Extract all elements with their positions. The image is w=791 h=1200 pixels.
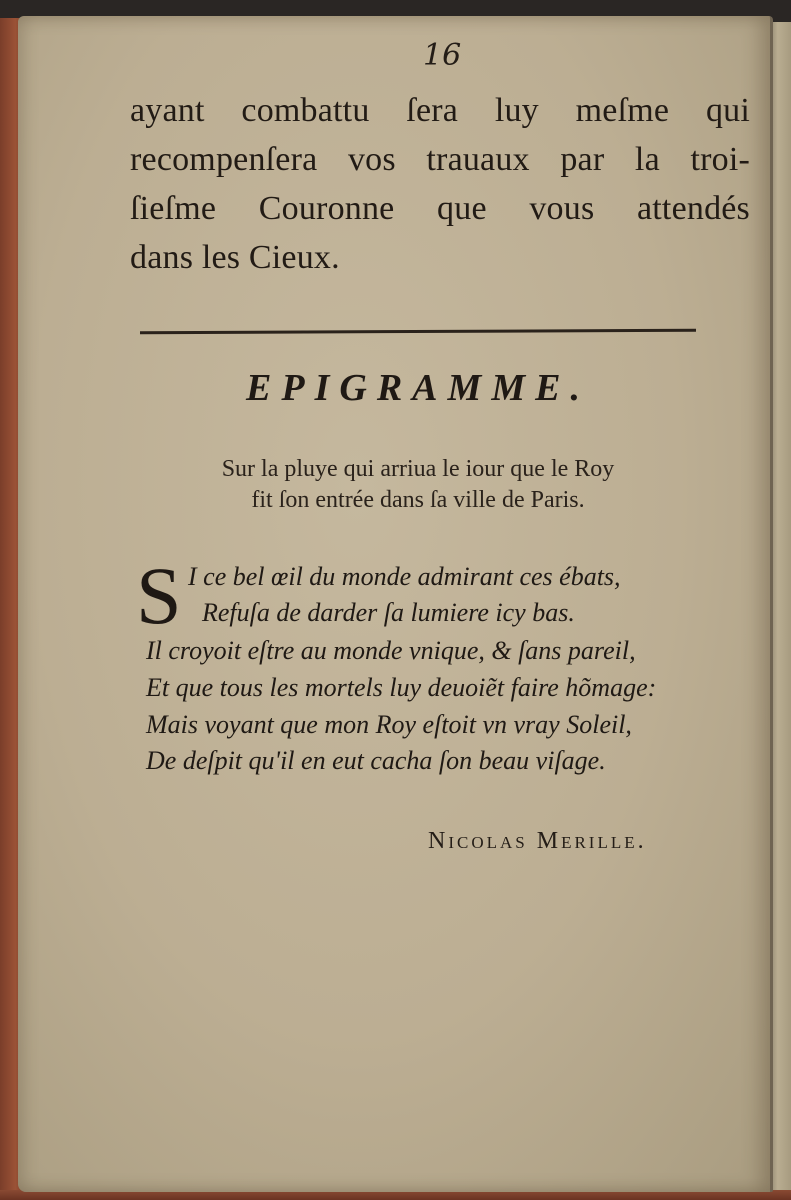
- epigram-title: EPIGRAMME.: [246, 367, 590, 409]
- poem-line: Mais voyant que mon Roy eſtoit vn vray Soleil,: [146, 710, 632, 739]
- drop-cap: S: [136, 550, 182, 641]
- page-number: 16: [423, 38, 462, 73]
- section-divider: [140, 329, 696, 334]
- prose-line: ayant combattu ſera luy meſme qui: [130, 92, 750, 129]
- subtitle-line: Sur la pluye qui arriua le iour que le Roy: [221, 456, 615, 482]
- poem-line: Et que tous les mortels luy deuoiẽt faire hõmage:: [146, 673, 657, 702]
- prose-line: recompenſera vos trauaux par la troi-: [130, 141, 750, 178]
- book-page: [18, 16, 773, 1192]
- subtitle-line: fit ſon entrée dans ſa ville de Paris.: [251, 487, 585, 513]
- poem-line: De deſpit qu'il en eut cacha ſon beau viſage.: [146, 746, 606, 775]
- prose-line: ſieſme Couronne que vous attendés: [130, 190, 750, 227]
- poem-line: Refuſa de darder ſa lumiere icy bas.: [202, 598, 575, 627]
- prose-line: dans les Cieux.: [130, 239, 340, 276]
- poem-line: I ce bel œil du monde admirant ces ébats,: [188, 562, 621, 591]
- epigram-subtitle: [138, 454, 698, 516]
- poem-line: Il croyoit eſtre au monde vnique, & ſans pareil,: [146, 636, 636, 665]
- author-signature: Nicolas Merille.: [428, 828, 647, 854]
- prose-paragraph: [130, 86, 750, 282]
